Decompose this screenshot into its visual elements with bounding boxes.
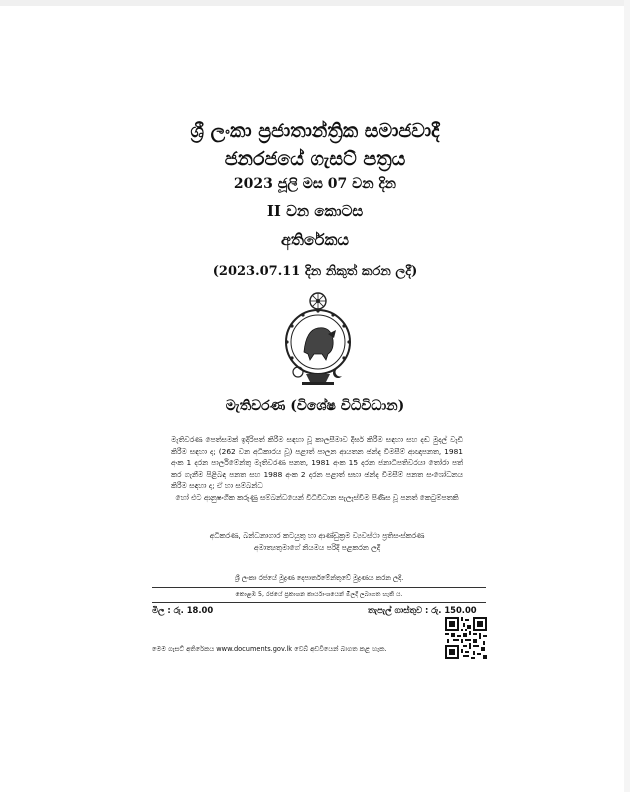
gazette-title-line1: ශ්‍රී ලංකා ප්‍රජාතාන්ත්‍රික සමාජවාදී <box>190 120 440 142</box>
bill-description-paragraph: මැතිවරණ පෙත්සමක් ඉදිරිපත් කිරීම සඳහා වූ කාලසීමාව දීර්ඝ කිරීම සඳහා සහ දඬ මුදල් වැඩි කිරීම සඳහා ද; (262 වන අධිකාරය වූ) පළාත් පාලන ආයතන ඡන්ද විමසීම් ආඥාපනත, 1981 අංක 1 දරන පාර්ලිමේන්තු මැතිවරණ පනත, 1981 අංක 15 දරන ජනාධිපතිවරයා තෝරා පත් කර ගැනීම පිළිබඳ පනත සහ 1988 අංක 2 දරන පළාත් සභා ඡන්ද විමසීම් පනත සංශෝධනය කිරීම සඳහා ද; ඒ හා සම්බන්ධ <box>171 435 463 491</box>
publishing-authority <box>171 530 463 553</box>
viewer-top-edge <box>0 0 630 6</box>
viewer-right-edge <box>624 0 630 792</box>
bill-description-last-line: හෝ එට ආනුෂංගික කරුණු සම්බන්ධයෙන් විධිවිධාන සැලැස්වීම පිණිස වූ පනත් කෙටුම්පතකි <box>175 492 459 502</box>
gazette-date: 2023 ජූලි මස 07 වන දින <box>233 176 397 192</box>
bill-subject-title: මැතිවරණ (විශේෂ විධිවිධාන) <box>225 398 405 414</box>
price-label: මිල : රු. 18.00 <box>152 605 214 615</box>
gazette-title-line2: ජනරජයේ ගැසට් පත්‍රය <box>224 148 406 170</box>
footer-divider-top <box>152 587 486 588</box>
state-emblem-icon <box>276 290 360 386</box>
authority-line2: අමාත්‍යතුමාගේ නියමය පරිදි පළකරන ලදී <box>253 542 381 552</box>
printed-by-note: ශ්‍රී ලංකා රජයේ මුද්‍රණ දෙපාර්තමේන්තුවේ මුද්‍රණය කරන ලදී. <box>234 574 404 582</box>
purchase-note: කොළඹ 5, රජයේ ප්‍රකාශන කාර්යාංශයෙන් මිලදී ලබාගත හැකි ය. <box>235 591 403 598</box>
gazette-part: II වන කොටස <box>266 202 364 220</box>
website-note: මෙම ගැසට් අතිරේකය www.documents.gov.lk වෙබ් අඩවියෙන් බාගත කළ හැක. <box>152 645 387 653</box>
authority-line1: අධිකරණ, බන්ධනාගාර කටයුතු හා ආණ්ඩුක්‍රම ව්‍යවස්ථා ප්‍රතිසංස්කරණ <box>209 531 425 540</box>
footer-divider-bottom <box>152 602 486 603</box>
postage-label: තැපැල් ගාස්තුව : රු. 150.00 <box>368 605 477 615</box>
gazette-supplement: අතිරේකය <box>281 230 349 249</box>
issue-date: (2023.07.11 දින නිකුත් කරන ලදී) <box>212 264 418 279</box>
bill-description <box>171 434 463 504</box>
qr-code-icon[interactable] <box>445 617 487 659</box>
